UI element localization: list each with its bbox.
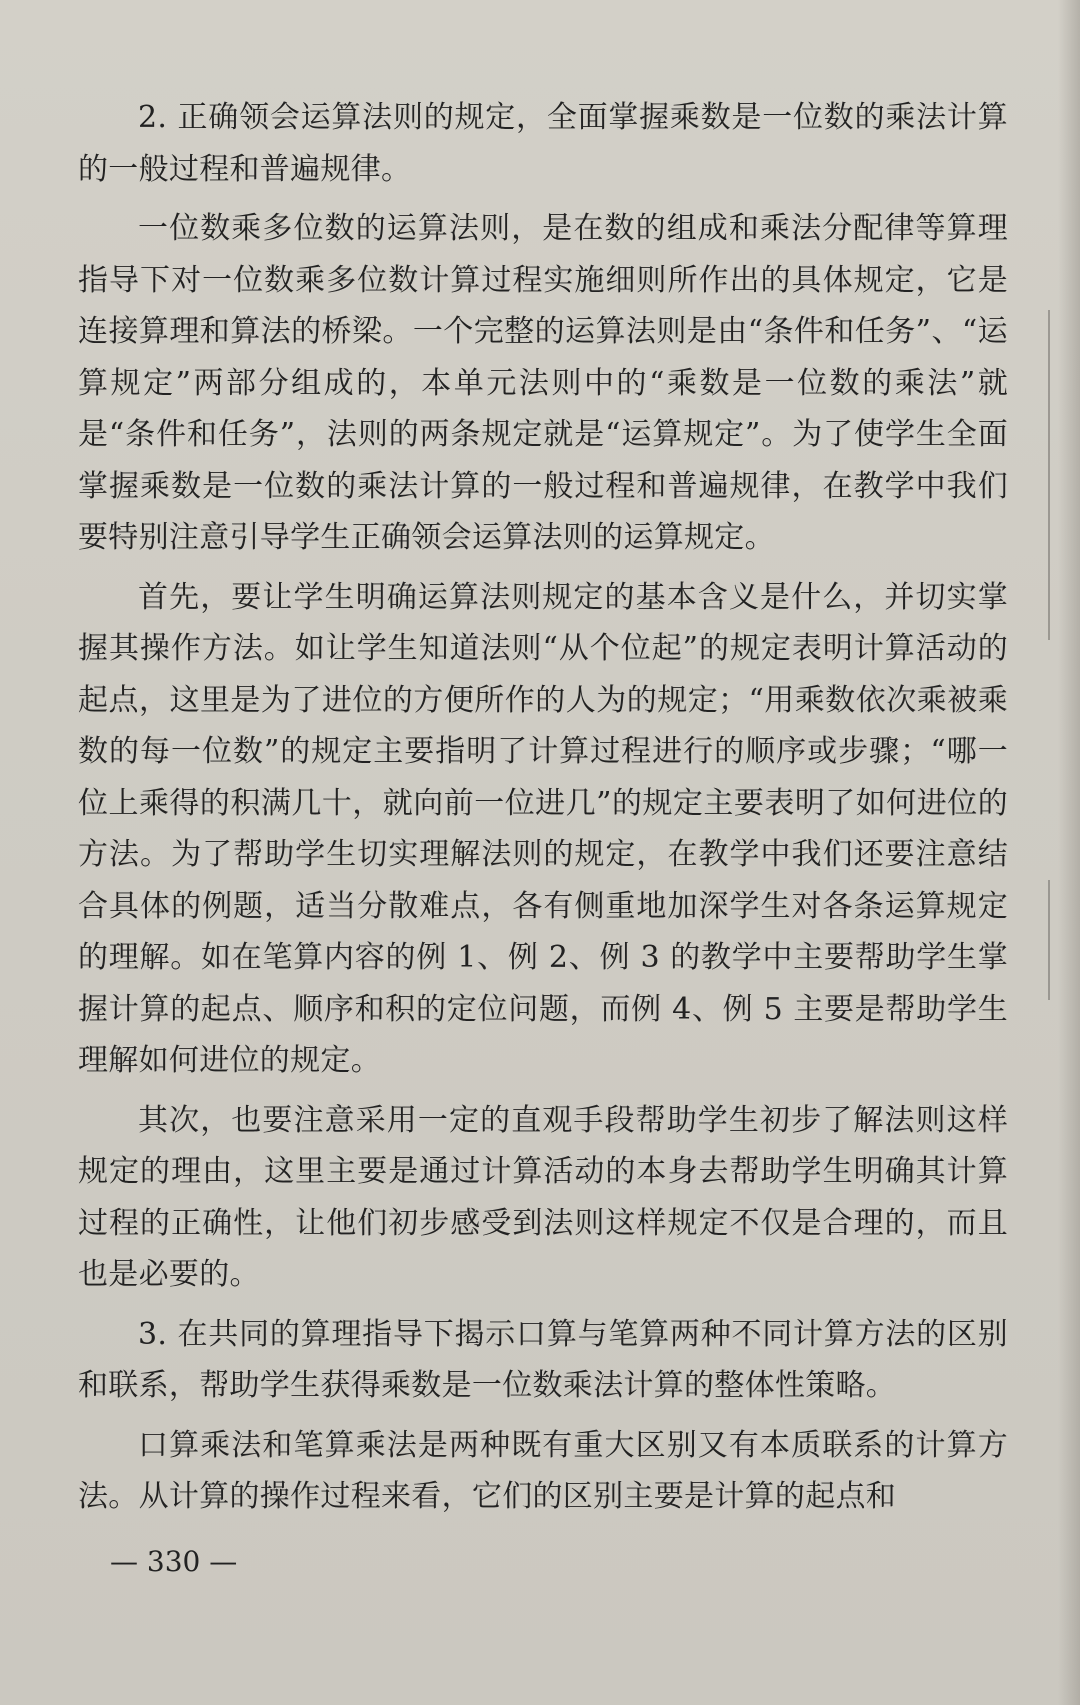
paragraph: 其次，也要注意采用一定的直观手段帮助学生初步了解法则这样规定的理由，这里主要是通过计算活动的本身去帮助学生明确其计算过程的正确性，让他们初步感受到法则这样规定不仅是合理的，而且也是必要的。	[78, 1102, 1008, 1292]
paragraph: 口算乘法和笔算乘法是两种既有重大区别又有本质联系的计算方法。从计算的操作过程来看，它们的区别主要是计算的起点和	[78, 1427, 1008, 1514]
page-number: — 330 —	[110, 1545, 238, 1578]
section-heading-2: 2. 正确领会运算法则的规定，全面掌握乘数是一位数的乘法计算的一般过程和普遍规律。	[78, 100, 1008, 187]
body-text	[78, 92, 1008, 1523]
page-edge-mark	[1048, 880, 1050, 1000]
section-heading-3: 3. 在共同的算理指导下揭示口算与笔算两种不同计算方法的区别和联系，帮助学生获得乘数是一位数乘法计算的整体性策略。	[78, 1316, 1008, 1403]
paragraph: 首先，要让学生明确运算法则规定的基本含义是什么，并切实掌握其操作方法。如让学生知道法则“从个位起”的规定表明计算活动的起点，这里是为了进位的方便所作的人为的规定；“用乘数依次乘被乘数的每一位数”的规定主要指明了计算过程进行的顺序或步骤；“哪一位上乘得的积满几十，就向前一位进几”的规定主要表明了如何进位的方法。为了帮助学生切实理解法则的规定，在教学中我们还要注意结合具体的例题，适当分散难点，各有侧重地加深学生对各条运算规定的理解。如在笔算内容的例 1、例 2、例 3 的教学中主要帮助学生掌握计算的起点、顺序和积的定位问题，而例 4、例 5 主要是帮助学生理解如何进位的规定。	[78, 579, 1008, 1078]
paragraph: 一位数乘多位数的运算法则，是在数的组成和乘法分配律等算理指导下对一位数乘多位数计算过程实施细则所作出的具体规定，它是连接算理和算法的桥梁。一个完整的运算法则是由“条件和任务”、“运算规定”两部分组成的，本单元法则中的“乘数是一位数的乘法”就是“条件和任务”，法则的两条规定就是“运算规定”。为了使学生全面掌握乘数是一位数的乘法计算的一般过程和普遍规律，在教学中我们要特别注意引导学生正确领会运算法则的运算规定。	[78, 211, 1008, 555]
page-edge-mark	[1048, 310, 1050, 640]
